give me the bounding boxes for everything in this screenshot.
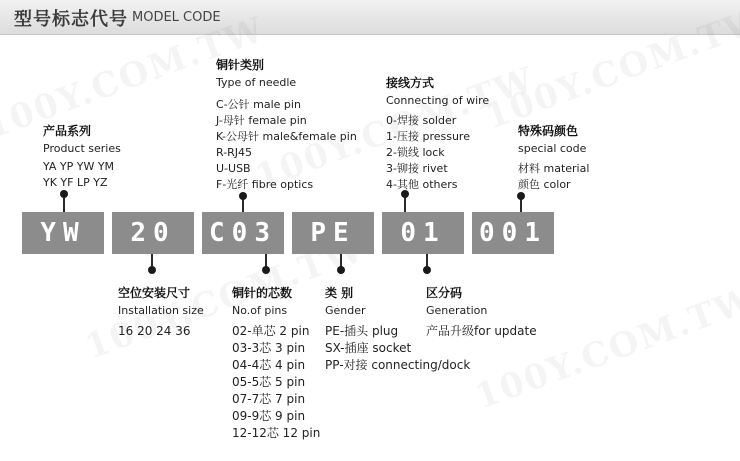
code-box-gender: PE bbox=[292, 212, 374, 254]
pin-count-title: 铜针的芯数 bbox=[232, 286, 293, 300]
list-item: 3-铆接 rivet bbox=[386, 162, 448, 175]
product-series-subtitle: Product series bbox=[43, 142, 121, 155]
list-item: 04-4芯 4 pin bbox=[232, 358, 306, 372]
connector-dot bbox=[517, 192, 525, 200]
list-item: K-公母针 male&female pin bbox=[216, 130, 357, 143]
code-box-special: 001 bbox=[472, 212, 554, 254]
list-item: 0-焊接 solder bbox=[386, 114, 457, 127]
connection-list bbox=[386, 113, 489, 193]
list-item: PP-对接 connecting/dock bbox=[325, 358, 471, 372]
code-box-size: 20 bbox=[112, 212, 194, 254]
needle-type-subtitle: Type of needle bbox=[216, 76, 297, 89]
list-item: 12-12芯 12 pin bbox=[232, 426, 321, 440]
gender-subtitle: Gender bbox=[325, 304, 366, 317]
list-item: 1-压接 pressure bbox=[386, 130, 470, 143]
pin-count-list bbox=[232, 323, 320, 442]
list-item: 02-单芯 2 pin bbox=[232, 324, 310, 338]
generation-group bbox=[426, 284, 537, 340]
list-item: U-USB bbox=[216, 162, 251, 175]
product-series-title: 产品系列 bbox=[43, 124, 92, 138]
generation-title: 区分码 bbox=[426, 286, 463, 300]
list-item: 颜色 color bbox=[518, 178, 571, 191]
install-size-group bbox=[118, 284, 204, 340]
special-code-title: 特殊码颜色 bbox=[518, 124, 579, 138]
needle-type-list bbox=[216, 97, 357, 193]
special-code-group bbox=[518, 122, 589, 193]
connector-dot bbox=[60, 190, 68, 198]
list-item: YK YF LP YZ bbox=[43, 176, 108, 189]
pin-count-group bbox=[232, 284, 320, 442]
page-title-zh: 型号标志代号 bbox=[14, 9, 128, 30]
list-item: 4-其他 others bbox=[386, 178, 458, 191]
code-box-connection: 01 bbox=[382, 212, 464, 254]
list-item: 16 20 24 36 bbox=[118, 324, 191, 338]
gender-title: 类 别 bbox=[325, 286, 354, 300]
product-series-group bbox=[43, 122, 121, 191]
list-item: 产品升级for update bbox=[426, 324, 537, 338]
connector-dot bbox=[262, 266, 270, 274]
install-size-title: 空位安装尺寸 bbox=[118, 286, 191, 300]
list-item: C-公针 male pin bbox=[216, 98, 301, 111]
code-box-needle: C03 bbox=[202, 212, 284, 254]
code-box-series: YW bbox=[22, 212, 104, 254]
connector-dot bbox=[337, 266, 345, 274]
special-code-list bbox=[518, 161, 589, 193]
generation-list bbox=[426, 323, 537, 340]
list-item: SX-插座 socket bbox=[325, 341, 412, 355]
list-item: 材料 material bbox=[518, 162, 590, 175]
list-item: YA YP YW YM bbox=[43, 160, 115, 173]
list-item: 2-锁线 lock bbox=[386, 146, 445, 159]
install-size-subtitle: Installation size bbox=[118, 304, 204, 317]
list-item: R-RJ45 bbox=[216, 146, 253, 159]
list-item: 03-3芯 3 pin bbox=[232, 341, 306, 355]
special-code-subtitle: special code bbox=[518, 142, 587, 155]
list-item: 05-5芯 5 pin bbox=[232, 375, 306, 389]
connector-dot bbox=[239, 192, 247, 200]
generation-subtitle: Generation bbox=[426, 304, 488, 317]
list-item: J-母针 female pin bbox=[216, 114, 307, 127]
list-item: 09-9芯 9 pin bbox=[232, 409, 306, 423]
pin-count-subtitle: No.of pins bbox=[232, 304, 288, 317]
needle-type-group bbox=[216, 56, 357, 193]
connection-subtitle: Connecting of wire bbox=[386, 94, 490, 107]
connection-title: 接线方式 bbox=[386, 76, 435, 90]
connector-dot bbox=[423, 266, 431, 274]
list-item: 07-7芯 7 pin bbox=[232, 392, 306, 406]
install-size-list bbox=[118, 323, 204, 340]
product-series-list bbox=[43, 159, 121, 191]
connection-group bbox=[386, 74, 489, 193]
page-title-en: MODEL CODE bbox=[132, 10, 221, 25]
list-item: PE-插头 plug bbox=[325, 324, 399, 338]
connector-dot bbox=[148, 266, 156, 274]
needle-type-title: 铜针类别 bbox=[216, 58, 265, 72]
list-item: F-光纤 fibre optics bbox=[216, 178, 314, 191]
